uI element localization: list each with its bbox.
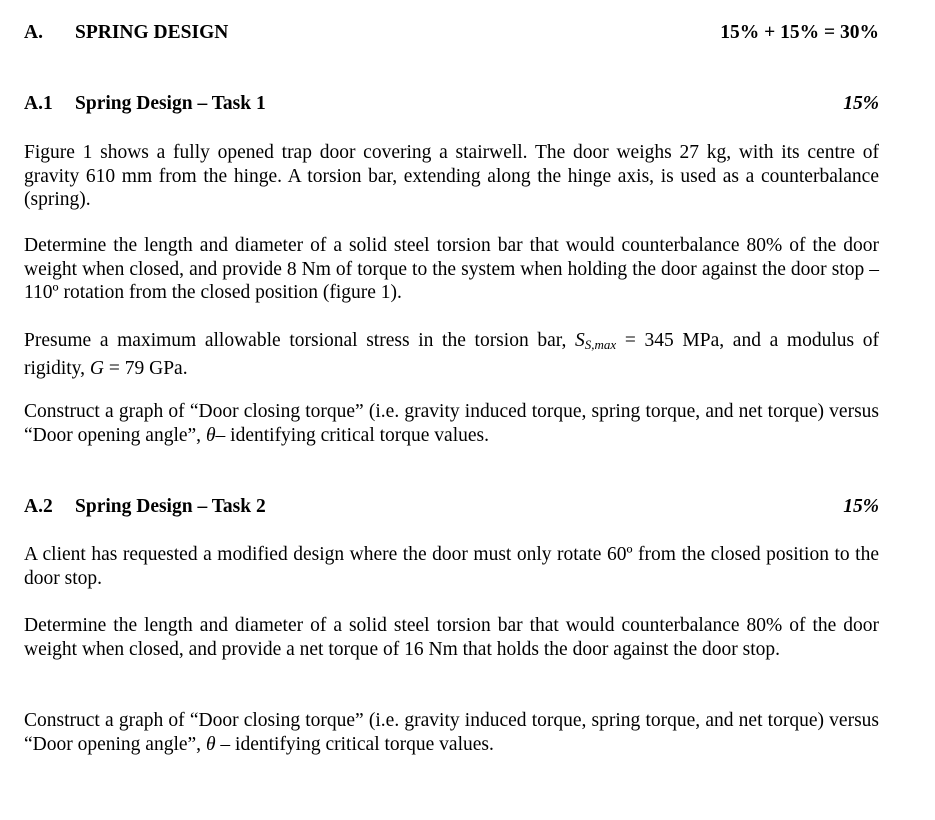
stress-symbol: S: [575, 330, 585, 351]
task2-paragraph-2: Determine the length and diameter of a solid steel torsion bar that would counterbalance 80% of the door weight when closed, and provide a net torque of 16 Nm that holds the door against the door stop.: [24, 615, 879, 660]
task1-number: A.1: [24, 93, 53, 114]
task2-weighting: 15%: [843, 496, 879, 517]
task2-paragraph-1: A client has requested a modified design where the door must only rotate 60º from the closed position to the door stop.: [24, 544, 879, 589]
task2-p3-text-b: – identifying critical torque values.: [215, 733, 494, 755]
task1-weighting: 15%: [843, 93, 879, 114]
section-number: A.: [24, 22, 43, 43]
task1-title: Spring Design – Task 1: [75, 93, 266, 114]
section-title: SPRING DESIGN: [75, 22, 229, 43]
task1-p3-text-b: = 345 MPa, and a modulus of rigidity,: [24, 330, 879, 379]
task1-paragraph-1: Figure 1 shows a fully opened trap door covering a stairwell. The door weighs 27 kg, with its centre of gravity 610 mm from the hinge. A torsion bar, extending along the hinge axis, is used as a counterbalance (spring).: [24, 142, 879, 210]
section-heading: [24, 21, 879, 45]
section-weighting: 15% + 15% = 30%: [720, 22, 879, 43]
stress-subscript: S,max: [584, 337, 617, 352]
modulus-symbol: G: [89, 357, 104, 379]
task1-paragraph-4: [24, 400, 879, 447]
theta-symbol: θ: [205, 733, 216, 755]
task1-p4-text-b: – identifying critical torque values.: [215, 424, 489, 446]
task2-number: A.2: [24, 496, 53, 517]
task1-p4-text-a: Construct a graph of “Door closing torque” (i.e. gravity induced torque, spring torque, and net torque) versus “Door opening angle”,: [24, 401, 879, 446]
task2-title: Spring Design – Task 2: [75, 496, 266, 517]
task1-p3-text-c: = 79 GPa.: [104, 357, 188, 379]
task2-paragraph-3: [24, 709, 879, 756]
task1-paragraph-2: Determine the length and diameter of a solid steel torsion bar that would counterbalance 80% of the door weight when closed, and provide 8 Nm of torque to the system when holding the door against the door stop – 110º rotation from the closed position (figure 1).: [24, 235, 879, 303]
task1-heading: [24, 92, 879, 116]
theta-symbol: θ: [205, 424, 216, 446]
task1-p3-text-a: Presume a maximum allowable torsional stress in the torsion bar,: [24, 330, 576, 351]
task1-paragraph-3: [24, 329, 879, 380]
task2-p3-text-a: Construct a graph of “Door closing torque” (i.e. gravity induced torque, spring torque, and net torque) versus “Door opening angle”,: [24, 710, 879, 755]
task2-heading: [24, 495, 879, 519]
